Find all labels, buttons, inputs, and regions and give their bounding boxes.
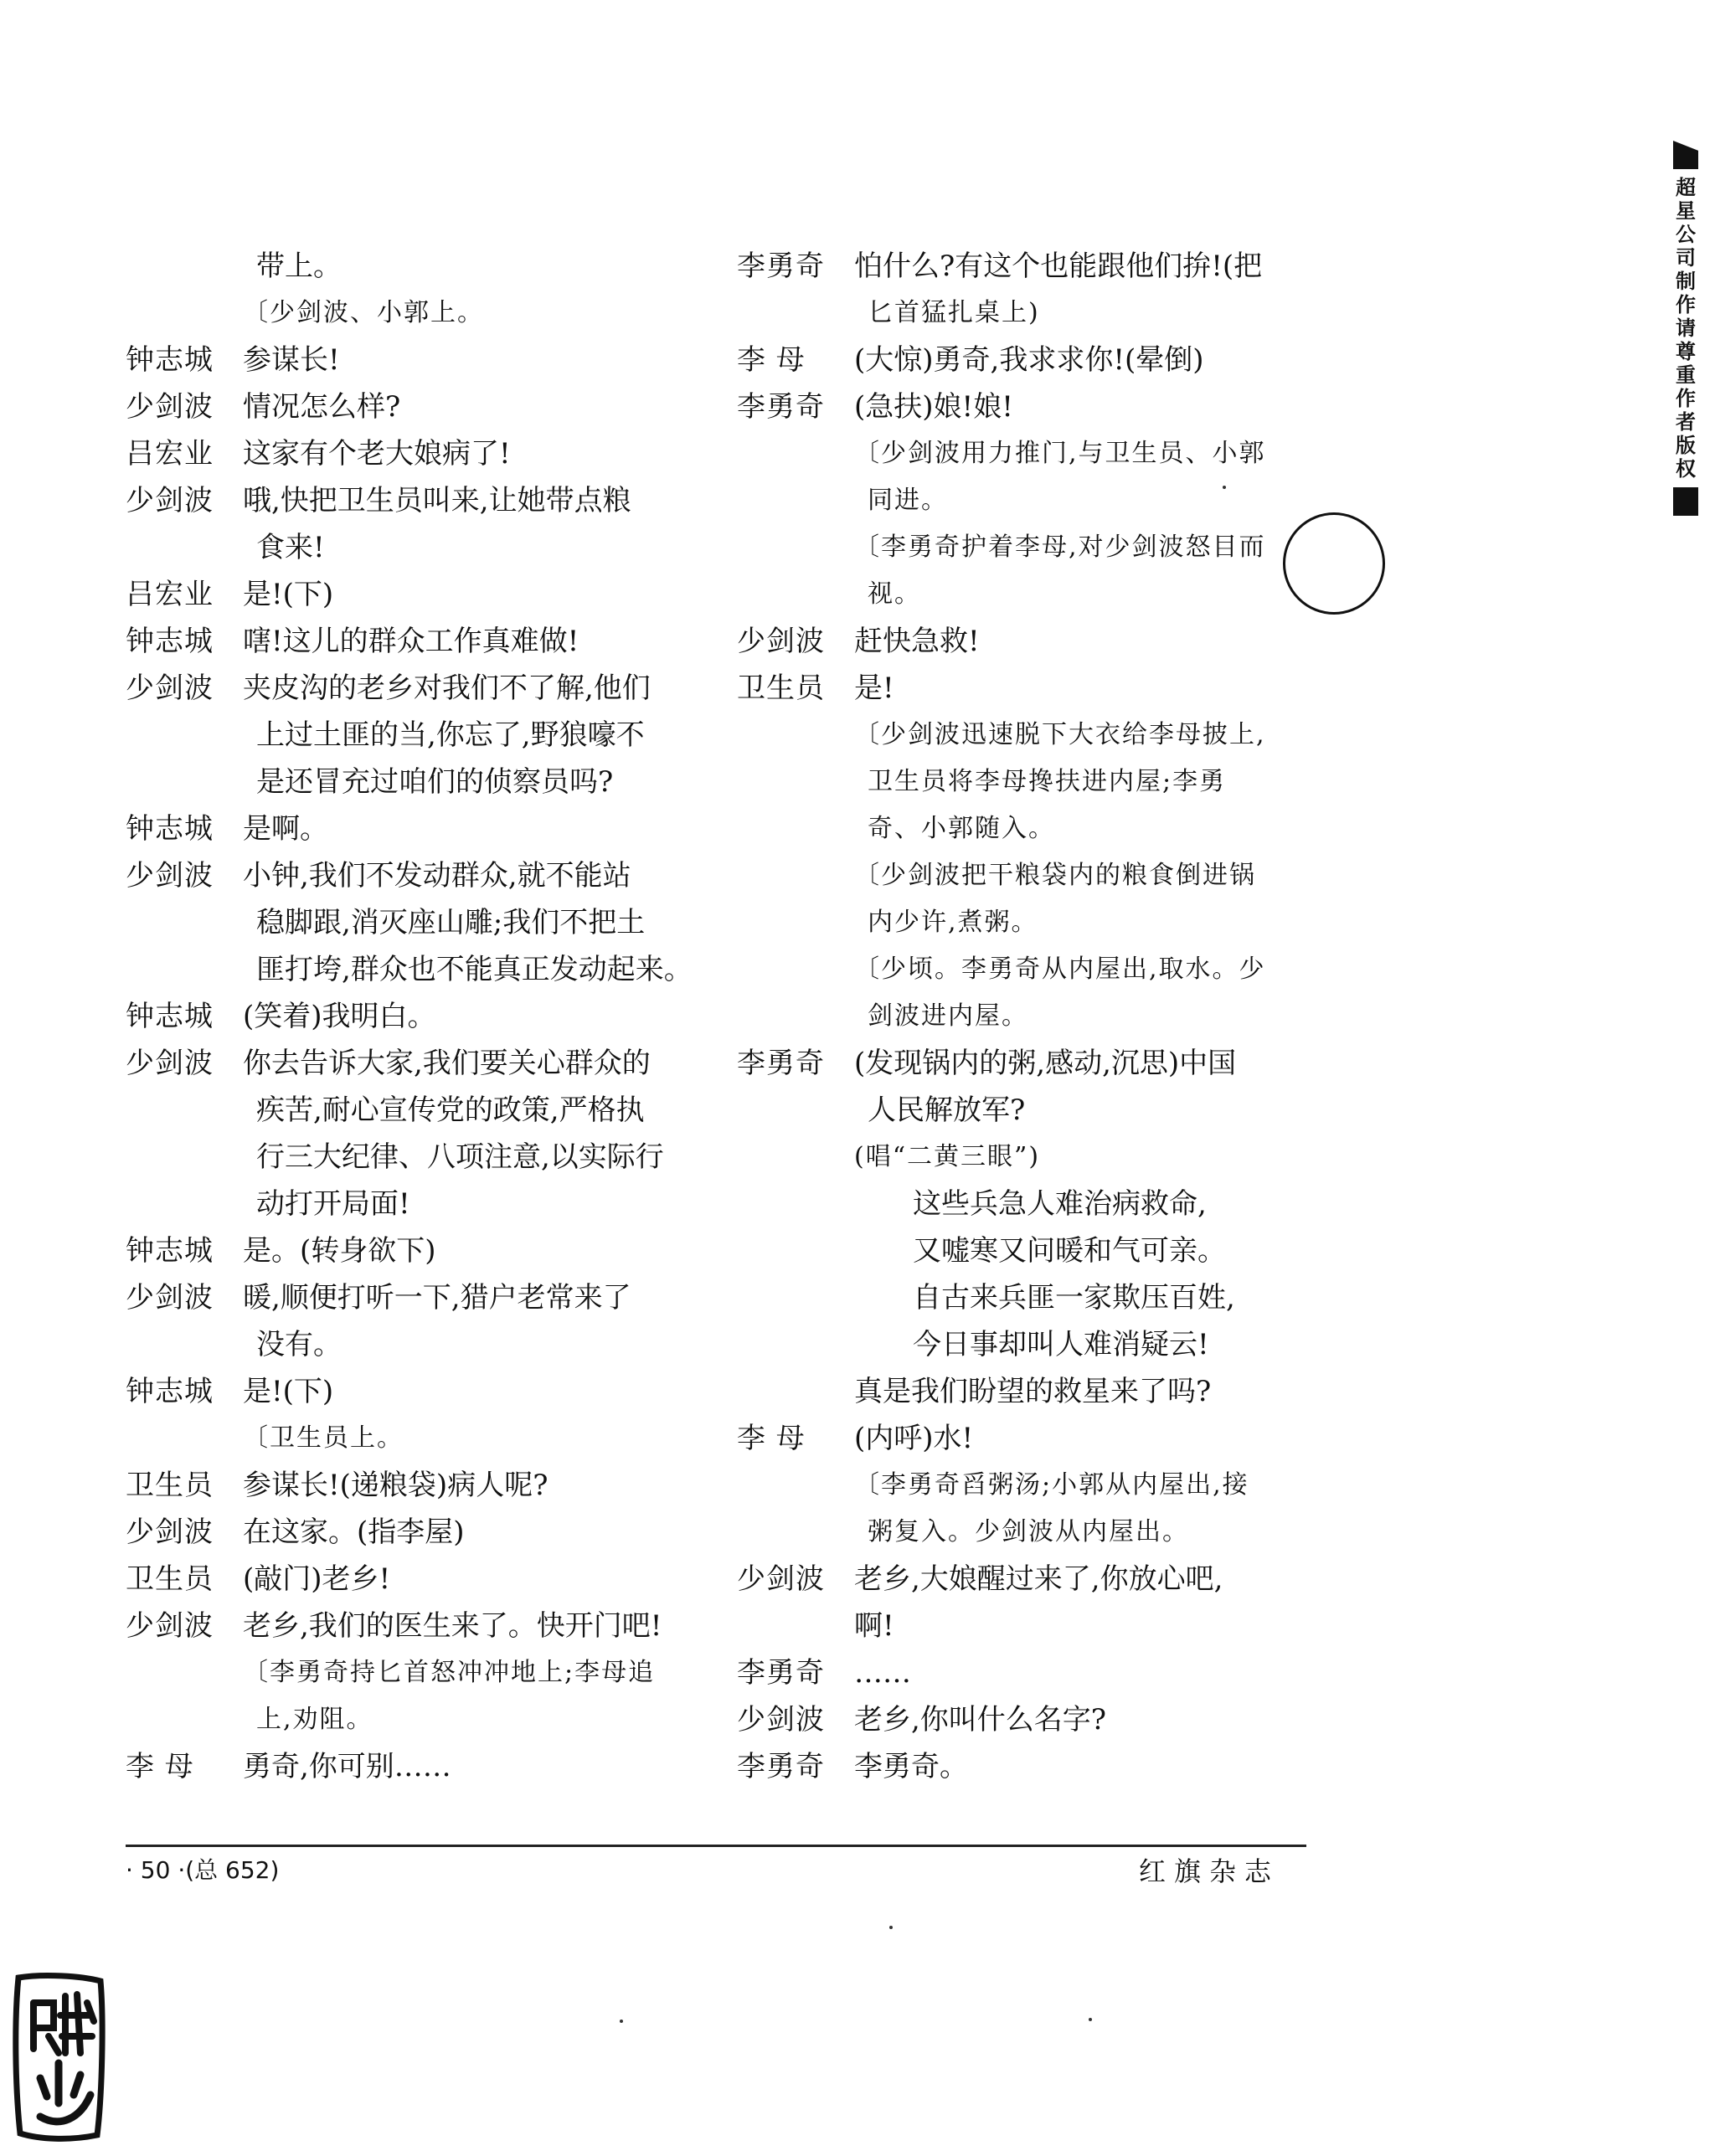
dialogue-entry: [737, 243, 1323, 337]
speaker-name: 少剑波: [126, 1515, 214, 1549]
dialogue-body: [854, 430, 1323, 524]
dialogue-line: 勇奇,你可别……: [243, 1750, 451, 1783]
dialogue-entry: [126, 571, 695, 618]
dialogue-entry: [126, 1509, 695, 1556]
stage-direction-line: 视。: [868, 579, 921, 609]
dialogue-entry: [737, 665, 1323, 712]
stage-direction-line: 〔少剑波把干粮袋内的粮食倒进锅: [854, 861, 1256, 890]
speaker-name: 少剑波: [126, 1047, 214, 1080]
speaker-name: 少剑波: [126, 859, 214, 893]
speck: [889, 1926, 893, 1929]
dialogue-body: [243, 1649, 695, 1743]
stage-direction-line: 剑波进内屋。: [868, 1001, 1028, 1031]
dialogue-entry: [126, 852, 695, 993]
speaker-name: 李 母: [737, 343, 806, 377]
speaker-name: 吕宏业: [126, 578, 214, 611]
dialogue-line: (笑着)我明白。: [243, 1000, 436, 1033]
stage-direction-line: 〔李勇奇舀粥汤;小郭从内屋出,接: [854, 1470, 1249, 1500]
dialogue-line: 是!: [854, 671, 894, 705]
dialogue-body: [243, 337, 695, 383]
dialogue-entry: [737, 1649, 1323, 1696]
dialogue-entry: [737, 383, 1323, 430]
dialogue-entry: [126, 1603, 695, 1649]
dialogue-line: 没有。: [256, 1328, 342, 1361]
speck: [1223, 486, 1226, 489]
speaker-name: 李勇奇: [737, 390, 825, 424]
verse-line: 自古来兵匪一家欺压百姓,: [913, 1281, 1235, 1315]
dialogue-body: [243, 993, 695, 1040]
dialogue-body: [854, 852, 1323, 946]
dialogue-body: [243, 1743, 695, 1790]
dialogue-body: [243, 430, 695, 477]
dialogue-line: 动打开局面!: [256, 1187, 410, 1221]
dialogue-body: [854, 383, 1323, 430]
dialogue-body: [854, 524, 1323, 618]
left-column: [126, 243, 695, 1790]
dialogue-body: [243, 1603, 695, 1649]
dialogue-entry: [737, 1743, 1323, 1790]
dialogue-entry: [126, 993, 695, 1040]
dialogue-body: [854, 1462, 1323, 1556]
dialogue-line: (急扶)娘!娘!: [854, 390, 1013, 424]
dialogue-line: 参谋长!(递粮袋)病人呢?: [243, 1469, 548, 1502]
dialogue-body: [243, 665, 695, 805]
seal-graphic: [10, 1969, 111, 2145]
dialogue-line: 嗐!这儿的群众工作真难做!: [243, 625, 579, 658]
dialogue-entry: [126, 1649, 695, 1743]
dialogue-line: 老乡,我们的医生来了。快开门吧!: [243, 1609, 662, 1643]
stage-direction-line: 〔少剑波、小郭上。: [243, 298, 484, 327]
speaker-name: 钟志城: [126, 812, 214, 846]
speaker-name: 李勇奇: [737, 1750, 825, 1783]
dialogue-line: 匪打垮,群众也不能真正发动起来。: [256, 953, 693, 986]
dialogue-entry: [126, 383, 695, 430]
dialogue-body: [243, 1227, 695, 1274]
stage-direction-line: 卫生员将李母搀扶进内屋;李勇: [868, 767, 1227, 796]
stage-direction-line: 〔李勇奇持匕首怒冲冲地上;李母追: [243, 1658, 656, 1687]
speaker-name: 少剑波: [737, 1703, 825, 1737]
copyright-sidebar: [1671, 141, 1700, 516]
dialogue-entry: [737, 946, 1323, 1040]
dialogue-body: [243, 852, 695, 993]
dialogue-body: [243, 1040, 695, 1227]
dialogue-entry: [126, 430, 695, 477]
speaker-name: 钟志城: [126, 1375, 214, 1408]
sidebar-char: 重: [1676, 363, 1696, 387]
sidebar-char: 制: [1676, 270, 1696, 293]
dialogue-line: 夹皮沟的老乡对我们不了解,他们: [243, 671, 651, 705]
dialogue-line: 稳脚跟,消灭座山雕;我们不把土: [256, 906, 646, 939]
page-number: · 50 ·(总 652): [126, 1856, 280, 1884]
stage-direction-line: 上,劝阻。: [256, 1705, 373, 1734]
speaker-name: 钟志城: [126, 625, 214, 658]
dialogue-body: [854, 1556, 1323, 1649]
journal-name: 红旗杂志: [1139, 1855, 1280, 1887]
dialogue-body: [854, 946, 1323, 1040]
dialogue-body: [854, 337, 1323, 383]
dialogue-line: 是啊。: [243, 812, 328, 846]
sidebar-char: 作: [1676, 293, 1696, 316]
dialogue-line: 情况怎么样?: [243, 390, 401, 424]
sidebar-char: 超: [1676, 176, 1696, 199]
speaker-name: 卫生员: [126, 1562, 214, 1596]
speaker-name: 李勇奇: [737, 1047, 825, 1080]
dialogue-line: 哦,快把卫生员叫来,让她带点粮: [243, 484, 631, 517]
speaker-name: 少剑波: [737, 625, 825, 658]
dialogue-entry: [737, 712, 1323, 852]
dialogue-entry: [737, 524, 1323, 618]
dialogue-entry: [126, 290, 695, 337]
dialogue-line: (大惊)勇奇,我求求你!(晕倒): [854, 343, 1204, 377]
dialogue-entry: [737, 1556, 1323, 1649]
stage-direction-line: 〔少剑波迅速脱下大衣给李母披上,: [854, 720, 1266, 749]
dialogue-body: [243, 290, 695, 337]
dialogue-line: 真是我们盼望的救星来了吗?: [854, 1375, 1212, 1408]
dialogue-body: [243, 1462, 695, 1509]
speaker-name: 少剑波: [126, 671, 214, 705]
dialogue-body: [243, 383, 695, 430]
speaker-name: 钟志城: [126, 1234, 214, 1268]
dialogue-body: [243, 1415, 695, 1462]
dialogue-body: [243, 477, 695, 571]
dialogue-line: 是!(下): [243, 1375, 334, 1408]
sidebar-char: 公: [1676, 223, 1696, 246]
dialogue-entry: [737, 1040, 1323, 1134]
dialogue-line: 暖,顺便打听一下,猎户老常来了: [243, 1281, 631, 1315]
dialogue-body: [854, 1134, 1323, 1181]
dialogue-line: 李勇奇。: [854, 1750, 968, 1783]
speaker-name: 少剑波: [126, 1609, 214, 1643]
dialogue-entry: [737, 1181, 1323, 1368]
speaker-name: 李 母: [737, 1422, 806, 1455]
dialogue-entry: [737, 430, 1323, 524]
dialogue-line: 参谋长!: [243, 343, 340, 377]
dialogue-entry: [126, 1368, 695, 1415]
dialogue-body: [243, 1509, 695, 1556]
speaker-name: 卫生员: [737, 671, 825, 705]
dialogue-line: 这家有个老大娘病了!: [243, 437, 511, 471]
dialogue-body: [854, 1743, 1323, 1790]
stage-direction-line: 内少许,煮粥。: [868, 908, 1038, 937]
speaker-name: 李勇奇: [737, 1656, 825, 1690]
sidebar-char: 者: [1676, 410, 1696, 434]
seal-stamp: [10, 1969, 111, 2148]
dialogue-entry: [126, 1556, 695, 1603]
dialogue-line: 带上。: [256, 250, 342, 283]
dialogue-line: 老乡,大娘醒过来了,你放心吧,: [854, 1562, 1223, 1596]
dialogue-body: [854, 1040, 1323, 1134]
speaker-name: 少剑波: [126, 484, 214, 517]
dialogue-entry: [126, 1040, 695, 1227]
dialogue-body: [243, 243, 695, 290]
speck: [620, 2020, 623, 2023]
dialogue-body: [854, 712, 1323, 852]
sidebar-top-bar: [1673, 141, 1698, 169]
stage-direction-line: 〔李勇奇护着李母,对少剑波怒目而: [854, 533, 1266, 562]
speaker-name: 钟志城: [126, 343, 214, 377]
verse-line: 又嘘寒又问暖和气可亲。: [913, 1234, 1226, 1268]
dialogue-entry: [737, 1462, 1323, 1556]
dialogue-body: [854, 665, 1323, 712]
speaker-name: 李 母: [126, 1750, 194, 1783]
dialogue-body: [243, 1368, 695, 1415]
dialogue-entry: [126, 1227, 695, 1274]
dialogue-body: [854, 618, 1323, 665]
dialogue-line: (内呼)水!: [854, 1422, 974, 1455]
speaker-name: 少剑波: [126, 390, 214, 424]
speaker-name: 李勇奇: [737, 250, 825, 283]
dialogue-body: [243, 1556, 695, 1603]
dialogue-line: (发现锅内的粥,感动,沉思)中国: [854, 1047, 1237, 1080]
speaker-name: 吕宏业: [126, 437, 214, 471]
dialogue-entry: [126, 665, 695, 805]
sidebar-char: 司: [1676, 246, 1696, 270]
dialogue-body: [243, 1274, 695, 1368]
dialogue-entry: [126, 477, 695, 571]
verse-line: 这些兵急人难治病救命,: [913, 1187, 1207, 1221]
verse-line: 今日事却叫人难消疑云!: [913, 1328, 1209, 1361]
dialogue-body: [243, 805, 695, 852]
dialogue-line: 啊!: [854, 1609, 894, 1643]
dialogue-line: ……: [854, 1656, 911, 1690]
dialogue-entry: [737, 1696, 1323, 1743]
speck: [1089, 2018, 1092, 2021]
dialogue-entry: [737, 337, 1323, 383]
speaker-name: 少剑波: [737, 1562, 825, 1596]
dialogue-line: 人民解放军?: [868, 1093, 1026, 1127]
sidebar-char: 权: [1676, 457, 1696, 481]
dialogue-body: [243, 571, 695, 618]
dialogue-entry: [126, 1274, 695, 1368]
speaker-name: 钟志城: [126, 1000, 214, 1033]
dialogue-body: [854, 1181, 1323, 1368]
sidebar-char: 请: [1676, 316, 1696, 340]
dialogue-line: 在这家。(指李屋): [243, 1515, 465, 1549]
dialogue-body: [854, 1368, 1323, 1415]
dialogue-entry: [737, 1368, 1323, 1415]
right-column: [737, 243, 1323, 1790]
dialogue-entry: [737, 852, 1323, 946]
stage-direction-line: 粥复入。少剑波从内屋出。: [868, 1517, 1189, 1546]
sidebar-bottom-bar: [1673, 487, 1698, 516]
dialogue-entry: [737, 1415, 1323, 1462]
footer-rule: [126, 1845, 1306, 1847]
stage-direction-line: 〔少顷。李勇奇从内屋出,取水。少: [854, 955, 1266, 984]
stage-direction-line: 〔少剑波用力推门,与卫生员、小郭: [854, 439, 1266, 468]
stage-direction-line: (唱“二黄三眼”): [854, 1142, 1041, 1171]
dialogue-line: 上过土匪的当,你忘了,野狼嚎不: [256, 718, 645, 752]
dialogue-line: 老乡,你叫什么名字?: [854, 1703, 1107, 1737]
speaker-name: 卫生员: [126, 1469, 214, 1502]
sidebar-char: 版: [1676, 434, 1696, 457]
circle-mark: [1283, 512, 1385, 615]
dialogue-line: 赶快急救!: [854, 625, 980, 658]
dialogue-body: [854, 1415, 1323, 1462]
dialogue-line: 是还冒充过咱们的侦察员吗?: [256, 765, 614, 799]
dialogue-line: 是!(下): [243, 578, 334, 611]
speaker-name: 少剑波: [126, 1281, 214, 1315]
dialogue-line: 疾苦,耐心宣传党的政策,严格执: [256, 1093, 645, 1127]
dialogue-entry: [126, 1462, 695, 1509]
dialogue-line: 小钟,我们不发动群众,就不能站: [243, 859, 631, 893]
dialogue-line: 食来!: [256, 531, 325, 564]
stage-direction-line: 匕首猛扎桌上): [868, 298, 1040, 327]
dialogue-entry: [126, 618, 695, 665]
dialogue-entry: [126, 337, 695, 383]
dialogue-line: 你去告诉大家,我们要关心群众的: [243, 1047, 651, 1080]
dialogue-entry: [126, 1743, 695, 1790]
stage-direction-line: 奇、小郭随入。: [868, 814, 1055, 843]
sidebar-notice: [1676, 176, 1696, 481]
dialogue-line: (敲门)老乡!: [243, 1562, 391, 1596]
stage-direction-line: 同进。: [868, 486, 948, 515]
dialogue-line: 怕什么?有这个也能跟他们拚!(把: [854, 250, 1263, 283]
dialogue-entry: [126, 243, 695, 290]
dialogue-entry: [737, 1134, 1323, 1181]
dialogue-entry: [126, 805, 695, 852]
sidebar-char: 星: [1676, 199, 1696, 223]
dialogue-entry: [737, 618, 1323, 665]
dialogue-body: [243, 618, 695, 665]
dialogue-body: [854, 1696, 1323, 1743]
sidebar-char: 尊: [1676, 340, 1696, 363]
stage-direction-line: 〔卫生员上。: [243, 1423, 404, 1453]
dialogue-body: [854, 1649, 1323, 1696]
dialogue-line: 是。(转身欲下): [243, 1234, 436, 1268]
dialogue-body: [854, 243, 1323, 337]
dialogue-entry: [126, 1415, 695, 1462]
dialogue-line: 行三大纪律、八项注意,以实际行: [256, 1140, 664, 1174]
sidebar-char: 作: [1676, 387, 1696, 410]
